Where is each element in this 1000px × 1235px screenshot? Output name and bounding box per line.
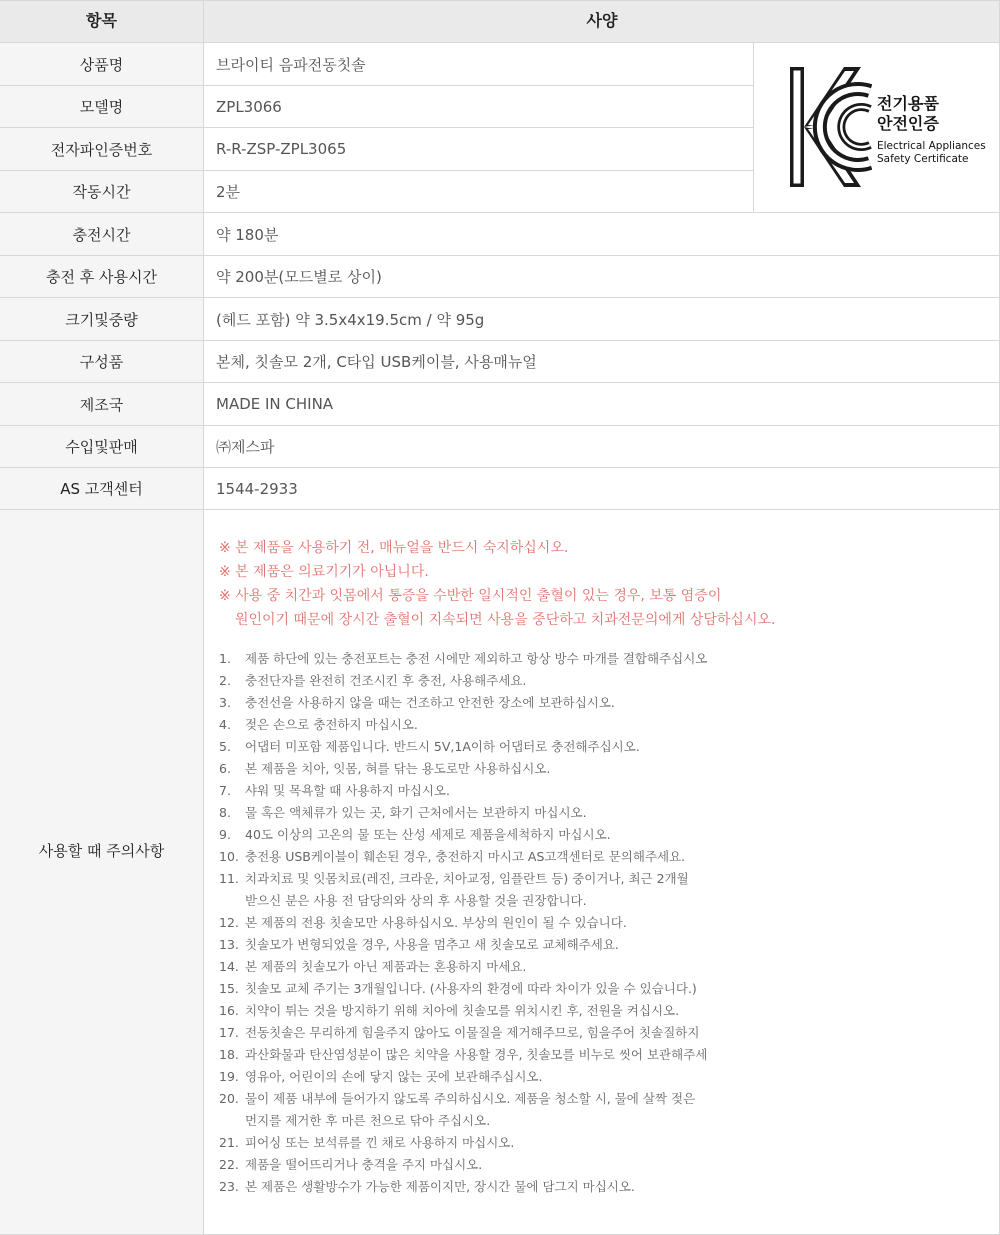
caution-item-number: 7.: [219, 783, 231, 798]
caution-item: [219, 1133, 514, 1151]
caution-item: [219, 825, 611, 843]
row-value-usage-time: 약 200분(모드별로 상이): [216, 268, 382, 286]
caution-item-text: 피어싱 또는 보석류를 낀 채로 사용하지 마십시오.: [245, 1135, 515, 1150]
row-value-country: MADE IN CHINA: [216, 395, 334, 413]
caution-item-number: 21.: [219, 1135, 239, 1150]
caution-item-number: 11.: [219, 871, 239, 886]
header-item: 항목: [86, 11, 117, 30]
row-value-size-weight: (헤드 포함) 약 3.5x4x19.5cm / 약 95g: [216, 310, 485, 329]
caution-item: [219, 1089, 695, 1107]
caution-item-text: 본 제품의 칫솔모가 아닌 제품과는 혼용하지 마세요.: [245, 959, 527, 974]
row-value-emc-cert: R-R-ZSP-ZPL3065: [216, 140, 347, 158]
caution-item-number: 2.: [219, 673, 231, 688]
row-label-charging-time: 충전시간: [72, 225, 131, 244]
caution-item-text: 어댑터 미포함 제품입니다. 반드시 5V,1A이하 어댑터로 충전해주십시오.: [245, 739, 640, 754]
warning-line: ※ 사용 중 치간과 잇몸에서 통증을 수반한 일시적인 출혈이 있는 경우, 보통 염증이: [219, 588, 722, 604]
caution-item-text: 40도 이상의 고온의 물 또는 산성 세제로 제품을세척하지 마십시오.: [245, 827, 611, 842]
row-value-model: ZPL3066: [216, 97, 282, 116]
caution-item: [219, 759, 550, 777]
caution-item: [219, 1177, 635, 1195]
caution-item-number: 6.: [219, 761, 231, 776]
caution-item-number: 18.: [219, 1047, 239, 1062]
caution-item-number: 5.: [219, 739, 231, 754]
caution-item-number: 8.: [219, 805, 231, 820]
warning-line: ※ 본 제품은 의료기기가 아닙니다.: [219, 564, 429, 580]
row-label-model: 모델명: [79, 98, 124, 116]
row-value-importer: ㈜제스파: [216, 438, 275, 456]
row-label-as-center: AS 고객센터: [60, 480, 143, 498]
caution-item-text: 과산화물과 탄산염성분이 많은 치약을 사용할 경우, 칫솔모를 비누로 씻어 보관해주세: [245, 1047, 708, 1062]
caution-item-text: 치과치료 및 잇몸치료(레진, 크라운, 치아교정, 임플란트 등) 중이거나, 최근 2개월: [245, 871, 689, 886]
caution-label: 사용할 때 주의사항: [38, 841, 165, 860]
caution-item-text: 제품 하단에 있는 충전포트는 충전 시에만 제외하고 항상 방수 마개를 결합해주십시오: [245, 651, 708, 666]
caution-item-text: 칫솔모 교체 주기는 3개월입니다. (사용자의 환경에 따라 차이가 있을 수 있습니다.): [245, 981, 697, 996]
caution-item-text: 젖은 손으로 충전하지 마십시오.: [245, 717, 418, 732]
row-value-charging-time: 약 180분: [216, 225, 279, 244]
caution-item-number: 22.: [219, 1157, 239, 1172]
caution-item: [219, 781, 450, 799]
caution-item-text: 충전선을 사용하지 않을 때는 건조하고 안전한 장소에 보관하십시오.: [245, 695, 615, 710]
caution-item: [219, 1045, 707, 1063]
warning-line: ※ 본 제품을 사용하기 전, 매뉴얼을 반드시 숙지하십시오.: [219, 540, 569, 556]
caution-item-number: 20.: [219, 1091, 239, 1106]
caution-item: [219, 913, 627, 931]
kc-line-1: 전기용품: [877, 94, 939, 113]
kc-title: [877, 94, 939, 134]
row-label-product-name: 상품명: [79, 55, 124, 74]
caution-item: [219, 869, 689, 887]
row-label-components: 구성품: [79, 353, 124, 371]
caution-item: [219, 1155, 482, 1173]
caution-item-number: 17.: [219, 1025, 239, 1040]
caution-item-number: 23.: [219, 1179, 239, 1194]
caution-item-text: 제품을 떨어뜨리거나 충격을 주지 마십시오.: [245, 1157, 483, 1172]
caution-item-number: 1.: [219, 651, 231, 666]
caution-item: [219, 935, 619, 953]
caution-item: [219, 1067, 542, 1085]
caution-item-text: 칫솔모가 변형되었을 경우, 사용을 멈추고 새 칫솔모로 교체해주세요.: [245, 937, 619, 952]
caution-item: [219, 649, 707, 667]
caution-item-text: 전동칫솔은 무리하게 힘을주지 않아도 이물질을 제거해주므로, 힘을주어 칫솔질하지: [245, 1025, 700, 1040]
kc-subtitle: [877, 140, 986, 166]
caution-item-number: 19.: [219, 1069, 239, 1084]
caution-item: [219, 1023, 699, 1041]
caution-item: [219, 693, 615, 711]
caution-item-text: 물 혹은 액체류가 있는 곳, 화기 근처에서는 보관하지 마십시오.: [245, 805, 587, 820]
caution-item: [219, 979, 697, 997]
caution-item-text: 받으신 분은 사용 전 담당의와 상의 후 사용할 것을 권장합니다.: [245, 893, 587, 908]
row-value-as-center: 1544-2933: [216, 479, 298, 498]
caution-item: [245, 891, 587, 909]
row-label-emc-cert: 전자파인증번호: [50, 140, 153, 159]
caution-item-text: 본 제품을 치아, 잇몸, 혀를 닦는 용도로만 사용하십시오.: [245, 761, 551, 776]
kc-logo-icon: [786, 63, 872, 191]
caution-item: [219, 1001, 679, 1019]
caution-item: [219, 671, 526, 689]
row-value-operating-time: 2분: [216, 183, 241, 201]
row-label-usage-time: 충전 후 사용시간: [46, 268, 157, 286]
caution-item-text: 먼지를 제거한 후 마른 천으로 닦아 주십시오.: [245, 1113, 491, 1128]
caution-item: [219, 715, 418, 733]
header-spec: 사양: [586, 11, 618, 30]
caution-item-text: 충전용 USB케이블이 훼손된 경우, 충전하지 마시고 AS고객센터로 문의해주세요.: [245, 849, 686, 864]
caution-item-text: 본 제품은 생활방수가 가능한 제품이지만, 장시간 물에 담그지 마십시오.: [245, 1179, 635, 1194]
caution-item-number: 15.: [219, 981, 239, 996]
caution-item-number: 3.: [219, 695, 231, 710]
caution-item: [219, 803, 587, 821]
kc-line-3: Electrical Appliances: [877, 140, 986, 152]
row-label-country: 제조국: [79, 395, 124, 414]
caution-item-text: 영유아, 어린이의 손에 닿지 않는 곳에 보관해주십시오.: [245, 1069, 543, 1084]
caution-item-text: 충전단자를 완전히 건조시킨 후 충전, 사용해주세요.: [245, 673, 527, 688]
warning-line: 원인이기 때문에 장시간 출혈이 지속되면 사용을 중단하고 치과전문의에게 상담하십시오.: [235, 612, 776, 628]
caution-item: [219, 957, 526, 975]
caution-item-text: 치약이 튀는 것을 방지하기 위해 치아에 칫솔모를 위치시킨 후, 전원을 켜십시오.: [245, 1003, 680, 1018]
caution-item: [219, 737, 640, 755]
kc-line-2: 안전인증: [877, 114, 939, 133]
caution-item-number: 16.: [219, 1003, 239, 1018]
caution-item: [245, 1111, 490, 1129]
caution-item-number: 14.: [219, 959, 239, 974]
row-value-components: 본체, 칫솔모 2개, C타입 USB케이블, 사용매뉴얼: [216, 353, 537, 371]
caution-item-number: 13.: [219, 937, 239, 952]
row-label-size-weight: 크기및중량: [65, 310, 138, 329]
caution-item-number: 4.: [219, 717, 231, 732]
row-label-importer: 수입및판매: [65, 438, 138, 456]
caution-item-text: 샤워 및 목욕할 때 사용하지 마십시오.: [245, 783, 450, 798]
caution-item-number: 9.: [219, 827, 231, 842]
caution-item-text: 물이 제품 내부에 들어가지 않도록 주의하십시오. 제품을 청소할 시, 물에 살짝 젖은: [245, 1091, 696, 1106]
row-label-operating-time: 작동시간: [72, 183, 131, 201]
row-value-product-name: 브라이티 음파전동칫솔: [216, 55, 366, 74]
caution-item-number: 10.: [219, 849, 239, 864]
caution-item-text: 본 제품의 전용 칫솔모만 사용하십시오. 부상의 원인이 될 수 있습니다.: [245, 915, 627, 930]
caution-item: [219, 847, 685, 865]
kc-line-4: Safety Certificate: [877, 153, 969, 165]
caution-item-number: 12.: [219, 915, 239, 930]
